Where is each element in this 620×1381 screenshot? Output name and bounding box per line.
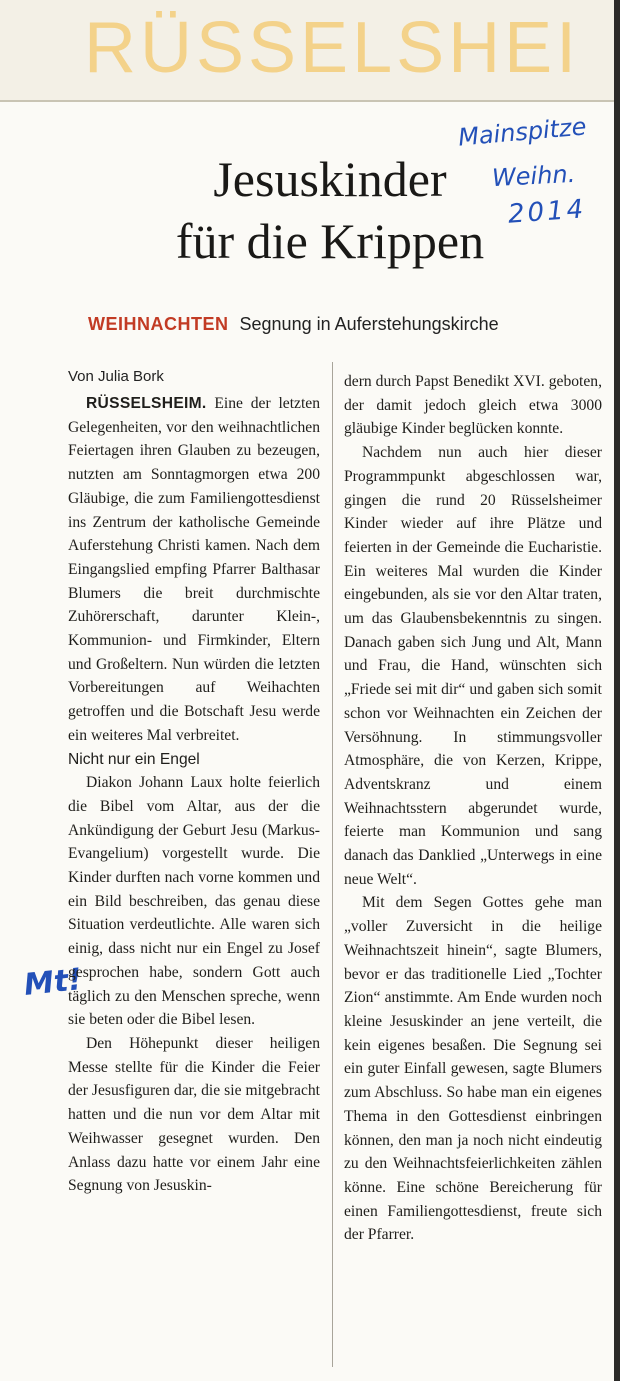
- handwritten-occasion-note: Weihn.: [491, 159, 576, 193]
- article-kicker: [88, 314, 499, 335]
- paragraph-5: Mit dem Segen Gottes gehe man „voller Zuversicht in die heilige Weihnachtszeit hinein“, sagte Blumers, bevor er das traditionelle Lied „Tochter Zion“ anstimmte. Am Ende wurden noch kleine Jesuskinder an jene verteilt, die kein eigenes besaßen. Die Segnung sei ein guter Einfall gewesen, sagte Blumers zum Abschluss. So habe man ein eigenes Thema in den Gottesdienst einbringen können, den man ja noch nicht eindeutig zu den Weihnachtsfeierlichkeiten zählen könne. Eine schöne Bereicherung für einen Familiengottesdienst, freute sich der Pfarrer.: [344, 894, 602, 1244]
- subheading: Nicht nur ein Engel: [68, 750, 200, 768]
- byline: Von Julia Bork: [68, 368, 164, 385]
- article-subtitle: Segnung in Auferstehungskirche: [239, 314, 499, 334]
- masthead-title: RÜSSELSHEI: [84, 8, 581, 88]
- headline-line-1: Jesuskinder: [213, 151, 447, 207]
- article-headline: [110, 148, 550, 272]
- masthead: [0, 0, 620, 102]
- handwritten-year-note: 2014: [507, 194, 588, 230]
- headline-line-2: für die Krippen: [175, 213, 485, 269]
- article-column-right: [344, 370, 602, 1247]
- dateline: RÜSSELSHEIM.: [86, 395, 207, 412]
- paragraph-2: Diakon Johann Laux holte feierlich die Bibel vom Altar, aus der die Ankündigung der Geburt Jesu (Markus-Evangelium) vorgestellt wurde. Die Kinder durften nach vorne kommen und ein Bild beschreiben, das genau diese Situation verdeutlichte. Alle waren sich einig, dass nicht nur ein Engel zu Josef gesprochen habe, sondern Gott auch täglich zu den Menschen spreche, wenn sie beten oder die Bibel lesen.: [68, 774, 320, 1029]
- column-divider: [332, 362, 333, 1367]
- handwritten-source-note: Mainspitze: [457, 112, 588, 152]
- rubric-label: WEIHNACHTEN: [88, 314, 229, 334]
- paragraph-intro: [68, 392, 320, 748]
- article-column-left: [68, 392, 320, 1198]
- handwritten-initials-note: Mt!: [22, 962, 84, 1003]
- paragraph-3-start: Den Höhepunkt dieser heiligen Messe stellte für die Kinder die Feier der Jesusfiguren dar, die sie mitgebracht hatten und die nun vor dem Altar mit Weihwasser gesegnet wurden. Den Anlass dazu hatte vor einem Jahr eine Segnung von Jesuskin-: [68, 1034, 320, 1195]
- scan-edge: [614, 0, 620, 1381]
- paragraph-3-end: dern durch Papst Benedikt XVI. geboten, der damit jedoch gleich etwa 3000 gläubige Kinder beglücken konnte.: [344, 373, 602, 438]
- paragraph-1-text: Eine der letzten Gelegenheiten, vor den weihnachtlichen Feiertagen ihren Glauben zu bezeugen, nutzten am Sonntagmorgen etwa 200 Gläubige, die zum Familiengottesdienst ins Zentrum der katholische Gemeinde Auferstehung Christi kamen. Nach dem Eingangslied empfing Pfarrer Balthasar Blumers die breit durchmischte Zuhörerschaft, darunter Klein-, Kommunion- und Firmkinder, Eltern und Großeltern. Nun würden die letzten Vorbereitungen auf Weihachten getroffen und die Botschaft Jesu werde ein weiteres Mal verbreitet.: [68, 395, 320, 744]
- paragraph-4: Nachdem nun auch hier dieser Programmpunkt abgeschlossen war, gingen die rund 20 Rüsselsheimer Kinder wieder auf ihre Plätze und feierten in der Gemeinde die Eucharistie. Ein weiteres Mal wurden die Kinder eingebunden, als sie vor den Altar traten, um das Glaubensbekenntnis zu singen. Danach gaben sich Jung und Alt, Mann und Frau, die Hand, wünschten sich „Friede sei mit dir“ und gaben sich somit schon vor Weihnachten ein Zeichen der Versöhnung. In stimmungsvoller Atmosphäre, die von Kerzen, Krippe, Adventskranz und einem Weihnachtsstern abgerundet wurde, feierte man Kommunion und sang danach das Danklied „Unterwegs in eine neue Welt“.: [344, 444, 602, 888]
